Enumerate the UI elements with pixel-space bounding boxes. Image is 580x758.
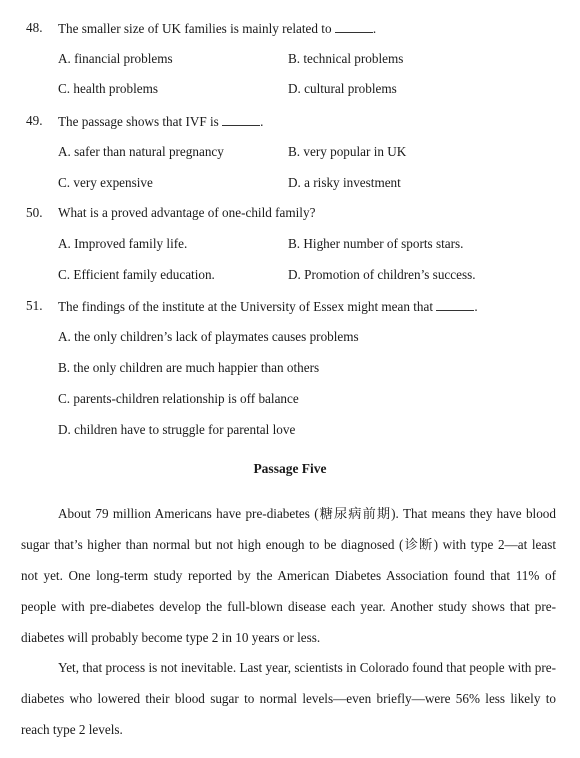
question-number: 48.	[26, 20, 43, 35]
option-b[interactable]: B. technical problems	[288, 51, 404, 66]
option-c[interactable]: C. very expensive	[58, 175, 153, 190]
passage-title: Passage Five	[253, 461, 327, 476]
option-a[interactable]: A. the only children’s lack of playmates causes problems	[58, 329, 359, 344]
option-a[interactable]: A. Improved family life.	[58, 236, 188, 251]
answer-blank	[436, 298, 474, 311]
option-a[interactable]: A. safer than natural pregnancy	[58, 144, 224, 159]
option-c[interactable]: C. parents-children relationship is off balance	[58, 391, 299, 406]
paragraph-line: diabetes who lowered their blood sugar to normal levels—even briefly—were 56% less likely to	[21, 691, 556, 706]
option-b[interactable]: B. Higher number of sports stars.	[288, 236, 464, 251]
option-b[interactable]: B. the only children are much happier than others	[58, 360, 320, 375]
paragraph-line: About 79 million Americans have pre-diabetes (糖尿病前期). That means they have blood	[58, 506, 556, 521]
option-b[interactable]: B. very popular in UK	[288, 144, 407, 159]
answer-blank	[222, 113, 260, 126]
paragraph-line: people with pre-diabetes develop the full-blown disease each year. Another study shows that pre-	[21, 599, 556, 614]
passage-paragraph-1	[21, 498, 556, 653]
answer-blank	[335, 20, 373, 33]
option-d[interactable]: D. children have to struggle for parental love	[58, 422, 296, 437]
question-number: 49.	[26, 113, 43, 128]
option-a[interactable]: A. financial problems	[58, 51, 173, 66]
option-c[interactable]: C. health problems	[58, 81, 158, 96]
question-number: 51.	[26, 298, 43, 313]
option-d[interactable]: D. Promotion of children’s success.	[288, 267, 476, 282]
paragraph-line: not yet. One long-term study reported by the American Diabetes Association found that 11% of	[21, 568, 556, 583]
option-c[interactable]: C. Efficient family education.	[58, 267, 215, 282]
passage-paragraph-2	[21, 652, 556, 745]
question-number: 50.	[26, 205, 43, 220]
paragraph-line: sugar that’s higher than normal but not high enough to be diagnosed (诊断) with type 2—at least	[21, 537, 556, 552]
question-stem: The smaller size of UK families is mainly related to .	[58, 21, 377, 36]
option-d[interactable]: D. cultural problems	[288, 81, 397, 96]
question-stem: What is a proved advantage of one-child family?	[58, 205, 316, 220]
paragraph-line: reach type 2 levels.	[21, 722, 123, 737]
paragraph-line: diabetes will probably become type 2 in 10 years or less.	[21, 630, 321, 645]
question-stem: The passage shows that IVF is .	[58, 114, 264, 129]
paragraph-line: Yet, that process is not inevitable. Last year, scientists in Colorado found that people with pre-	[58, 660, 556, 675]
question-stem: The findings of the institute at the University of Essex might mean that .	[58, 299, 478, 314]
option-d[interactable]: D. a risky investment	[288, 175, 401, 190]
